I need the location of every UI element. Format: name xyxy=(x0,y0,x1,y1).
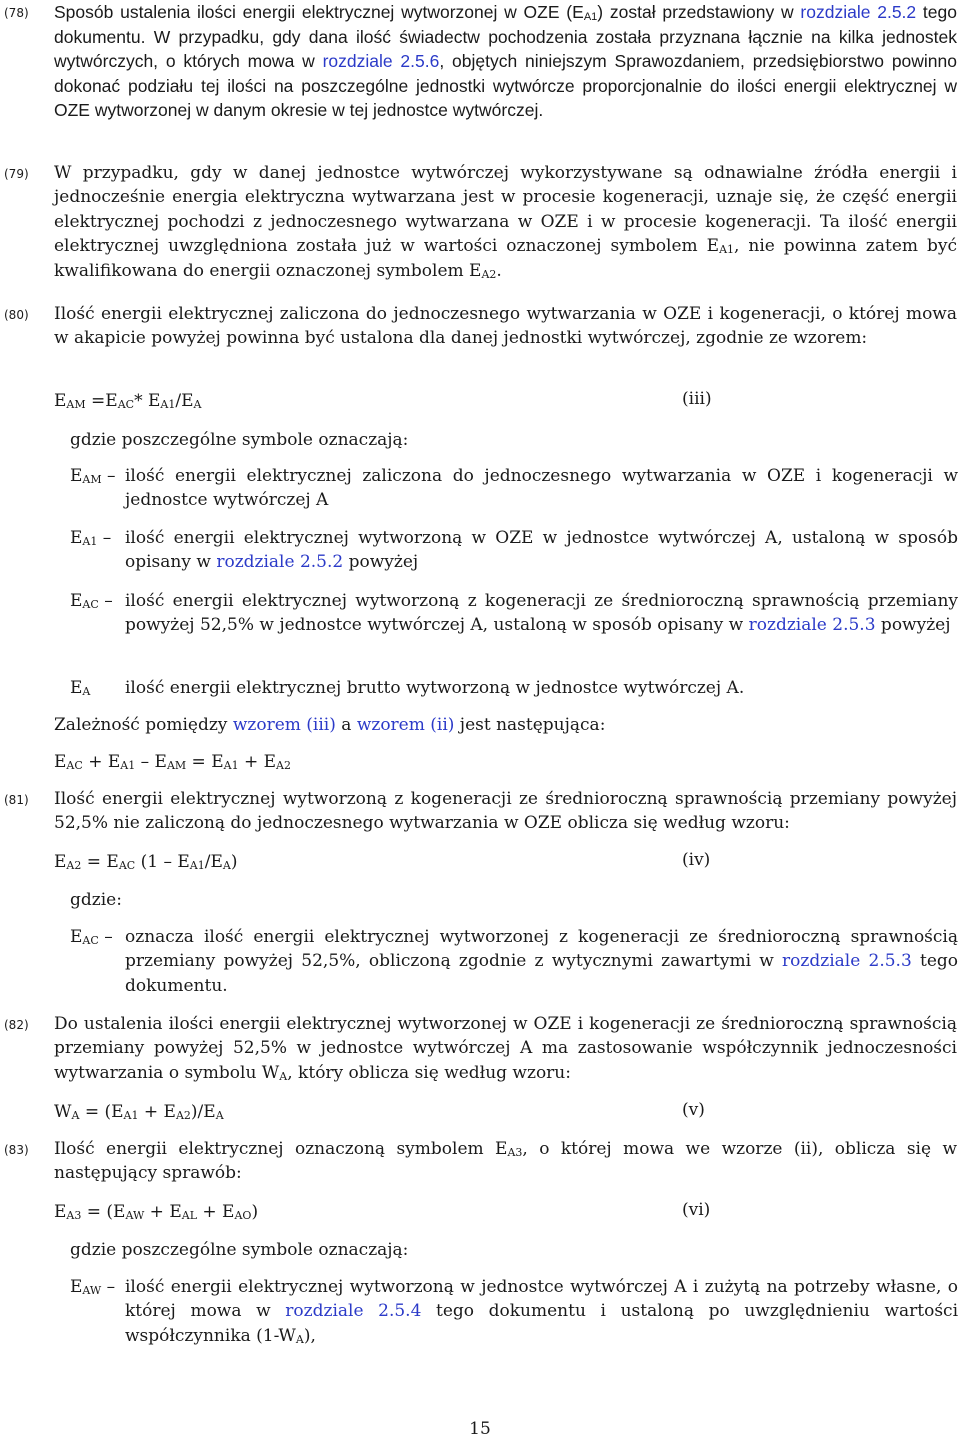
paragraph-text: Do ustalenia ilości energii elektrycznej wytworzonej w OZE i kogeneracji ze średnioroczną sprawnością przemiany powyżej 52,5% w jednostce wytwórczej A ma zastosowanie współczynnik jednoczesności wytwarzania o symbolu $W_A$, który oblicza się według wzoru: xyxy=(54,1014,957,1083)
definition-eaw xyxy=(70,1275,958,1348)
formula-number: (iii) xyxy=(682,389,712,409)
definition-eac xyxy=(70,589,958,638)
paragraph-text: W przypadku, gdy w danej jednostce wytwórczej wykorzystywane są odnawialne źródła energii i jednocześnie energia elektryczna wytwarzana jest w procesie kogeneracji, uznaje się, że część energii elektrycznej pochodzi z jednoczesnego wytwarzana w OZE i w procesie kogeneracji. Ta ilość energii elektrycznej uwzględniona została już w wartości oznaczonej symbolem $E_{A1}$, nie powinna zatem być kwalifikowana do energii oznaczonej symbolem $E_{A2}$. xyxy=(54,163,958,281)
definition-text: oznacza ilość energii elektrycznej wytworzonej z kogeneracji ze średnioroczną sprawnością przemiany powyżej 52,5%, obliczoną zgodnie z wytycznymi zawartymi w rozdziale 2.5.3 tego dokumentu. xyxy=(125,927,958,996)
definitions-intro: gdzie poszczególne symbole oznaczają: xyxy=(70,430,409,450)
symbol: $E_{AC}$ – xyxy=(70,591,113,611)
definition-text: ilość energii elektrycznej brutto wytworzoną w jednostce wytwórczej A. xyxy=(125,678,745,698)
definition-text: ilość energii elektrycznej wytworzoną z kogeneracji ze średnioroczną sprawnością przemiany powyżej 52,5% w jednostce wytwórczej A, ustaloną w sposób opisany w rozdziale 2.5.3 powyżej xyxy=(125,591,958,636)
definition-ea xyxy=(70,676,958,700)
page-number: 15 xyxy=(469,1419,491,1439)
paragraph-text: Ilość energii elektrycznej oznaczoną symbolem $E_{A3}$, o której mowa we wzorze (ii), oblicza się w następujący sprawób: xyxy=(54,1139,957,1184)
paragraph-text: Ilość energii elektrycznej zaliczona do jednoczesnego wytwarzania w OZE i kogeneracji, o której mowa w akapicie powyżej powinna być ustalona dla danej jednostki wytwórczej, zgodnie ze wzorem: xyxy=(54,304,957,349)
paragraph-number: (82) xyxy=(4,1018,29,1032)
formula-vi: $E_{A3} = (E_{AW} + E_{AL} + E_{AO})$ xyxy=(54,1202,259,1222)
definition-text: ilość energii elektrycznej wytworzoną w OZE w jednostce wytwórczej A, ustaloną w sposób opisany w rozdziale 2.5.2 powyżej xyxy=(125,528,958,573)
definition-text: ilość energii elektrycznej wytworzoną w jednostce wytwórczej A i zużytą na potrzeby własne, o której mowa w rozdziale 2.5.4 tego dokumentu i ustaloną po uwzględnieniu wartości współczynnika $(1-W_A)$, xyxy=(125,1277,959,1346)
link-rozdzial-2-5-3[interactable]: rozdziale 2.5.3 xyxy=(782,951,912,972)
definition-eam xyxy=(70,464,958,513)
paragraph-text: Ilość energii elektrycznej wytworzoną z kogeneracji ze średnioroczną sprawnością przemiany powyżej 52,5% nie zaliczoną do jednoczesnego wytwarzania w OZE oblicza się według wzoru: xyxy=(54,789,957,834)
symbol: $E_{A1}$ – xyxy=(70,528,112,548)
symbol: $E_{AW}$ – xyxy=(70,1277,116,1297)
relation-equation: $E_{AC} + E_{A1} - E_{AM} = E_{A1} + E_{A2}$ xyxy=(54,752,291,772)
formula-iii: $E_{AM} =E_{AC}*$ $E_{A1}/E_A$ xyxy=(54,391,202,411)
link-rozdzial-2-5-3[interactable]: rozdziale 2.5.3 xyxy=(748,615,876,636)
paragraph-number: (78) xyxy=(4,6,29,20)
paragraph-number: (80) xyxy=(4,308,29,322)
link-rozdzial-2-5-6[interactable]: rozdziale 2.5.6 xyxy=(322,51,440,72)
symbol: $E_{AM}$ – xyxy=(70,466,116,486)
definition-ea1 xyxy=(70,526,958,575)
formula-number: (iv) xyxy=(682,850,711,870)
definition-text: ilość energii elektrycznej zaliczona do jednoczesnego wytwarzania w OZE i kogeneracji w jednostce wytwórczej A xyxy=(125,466,958,511)
definition-eac xyxy=(70,925,958,998)
symbol: $E_{AC}$ – xyxy=(70,927,113,947)
formula-number: (vi) xyxy=(682,1200,711,1220)
link-wzor-iii[interactable]: wzorem (iii) xyxy=(232,715,336,735)
link-rozdzial-2-5-2[interactable]: rozdziale 2.5.2 xyxy=(216,552,344,573)
formula-number: (v) xyxy=(682,1100,705,1120)
link-rozdzial-2-5-4[interactable]: rozdziale 2.5.4 xyxy=(285,1301,422,1322)
definitions-intro: gdzie poszczególne symbole oznaczają: xyxy=(70,1240,409,1260)
relation-intro: Zależność pomiędzy wzorem (iii) a wzorem (ii) jest następująca: xyxy=(54,715,606,735)
symbol: $E_A$ xyxy=(70,678,91,698)
formula-iv: $E_{A2} = E_{AC}$ $(1 - E_{A1}/E_A)$ xyxy=(54,852,238,872)
paragraph-number: (79) xyxy=(4,167,29,181)
paragraph-number: (81) xyxy=(4,793,29,807)
link-rozdzial-2-5-2[interactable]: rozdziale 2.5.2 xyxy=(800,2,917,22)
formula-v: $W_A = (E_{A1} + E_{A2})/E_A$ xyxy=(54,1102,224,1122)
definitions-intro: gdzie: xyxy=(70,890,122,910)
link-wzor-ii[interactable]: wzorem (ii) xyxy=(356,715,455,735)
paragraph-number: (83) xyxy=(4,1143,29,1157)
paragraph-text: Sposób ustalenia ilości energii elektrycznej wytworzonej w OZE $(E_{A1})$ został przedstawiony w rozdziale 2.5.2 tego dokumentu. W przypadku, gdy dana ilość świadectw pochodzenia została przyznana łącznie na kilka jednostek wytwórczych, o których mowa w rozdziale 2.5.6, objętych niniejszym Sprawozdaniem, przedsiębiorstwo powinno dokonać podziału tej ilości na poszczególne jednostki wytwórcze proporcjonalnie do ilości energii elektrycznej w OZE wytworzonej w danym okresie w tej jednostce wytwórczej. xyxy=(54,2,958,121)
